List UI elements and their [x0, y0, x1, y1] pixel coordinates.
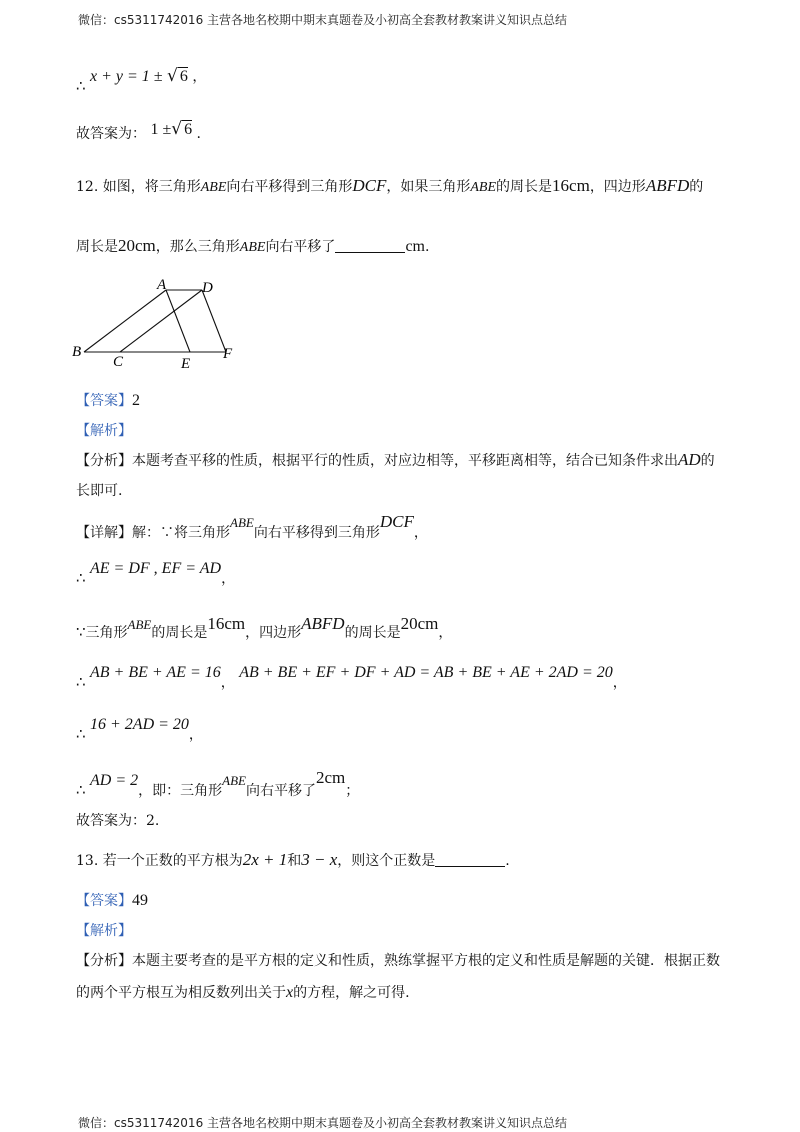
q12-detail-line3: ∵三角形ABE的周长是16cm，四边形ABFD的周长是20cm，: [76, 614, 453, 641]
eq-perimeter-abfd: AB + BE + EF + DF + AD = AB + BE + AE + 2AD = 20: [239, 664, 613, 681]
answer-tag: 【答案】: [76, 393, 132, 409]
label-a: A: [157, 277, 167, 293]
sqrt-6: √ 6: [171, 119, 193, 139]
label-d: D: [202, 280, 213, 296]
q12-fenxi-line2: 长即可.: [76, 483, 123, 499]
translation-figure: [66, 274, 246, 374]
label-b: B: [72, 344, 82, 360]
q12-detail-line6: ∴ AD = 2，即：三角形ABE向右平移了2cm；: [76, 768, 360, 799]
q12-fenxi-line1: 【分析】本题考查平移的性质，根据平行的性质，对应边相等，平移距离相等，结合已知条件求出AD的: [76, 450, 715, 469]
line-ba: [84, 290, 166, 352]
q13-answer: 【答案】49: [76, 892, 148, 909]
page-footer: 微信：cs5311742016 主营各地名校期中期末真题卷及小初高全套教材教案讲义知识点总结: [78, 1116, 568, 1130]
q13-number: 13.: [76, 853, 99, 869]
eq-ae-df: AE = DF , EF = AD: [90, 560, 222, 577]
eq-ad-2: AD = 2: [90, 772, 139, 789]
q12-statement-line2: 周长是20cm，那么三角形ABE向右平移了 cm.: [76, 236, 430, 255]
q13-fenxi-line1: 【分析】本题主要考查的是平方根的定义和性质，熟练掌握平方根的定义和性质是解题的关键．根据正数: [76, 953, 720, 969]
q13-fenxi-line2: 的两个平方根互为相反数列出关于x的方程，解之可得.: [76, 984, 410, 1001]
q11-answer-expr: 1 ±: [150, 121, 172, 138]
label-c: C: [113, 354, 124, 370]
q12-detail-line2: ∴ AE = DF , EF = AD，: [76, 560, 236, 587]
radical-icon: √: [171, 119, 183, 139]
q12-detail-line4: ∴ AB + BE + AE = 16， AB + BE + EF + DF + AD = AB + BE + AE + 2AD = 20，: [76, 664, 627, 691]
eq-perimeter-abe: AB + BE + AE = 16: [90, 664, 221, 681]
answer-blank: [335, 238, 405, 253]
page-header: 微信：cs5311742016 主营各地名校期中期末真题卷及小初高全套教材教案讲义知识点总结: [78, 13, 568, 27]
therefore-symbol: ∴: [76, 77, 86, 95]
label-e: E: [181, 356, 191, 372]
q11-answer-line: 故答案为： 1 ±√ 6 .: [76, 119, 201, 142]
q13-statement: 13. 若一个正数的平方根为2x + 1和3 − x，则这个正数是 .: [76, 850, 510, 869]
radical-icon: √: [167, 66, 178, 86]
q12-answer: 【答案】2: [76, 392, 140, 409]
q12-detail-line5: ∴ 16 + 2AD = 20，: [76, 716, 203, 743]
q13-analysis-tag: 【解析】: [76, 923, 132, 939]
label-f: F: [223, 346, 233, 362]
line-dc: [120, 290, 202, 352]
line-df: [202, 290, 226, 352]
eq-16-2ad: 16 + 2AD = 20: [90, 716, 189, 733]
q12-analysis-tag: 【解析】: [76, 423, 132, 439]
sqrt-6: √ 6: [167, 66, 188, 86]
q12-statement-line1: 12. 如图，将三角形ABE向右平移得到三角形DCF，如果三角形ABE的周长是16cm，四边形ABFD的: [76, 176, 704, 195]
line-ae: [166, 290, 190, 352]
answer-blank: [435, 852, 505, 867]
q11-result-line: ∴ x + y = 1 ± √ 6 ，: [76, 66, 207, 95]
q12-final-answer: 故答案为：2.: [76, 813, 160, 829]
q12-number: 12.: [76, 179, 99, 195]
q11-expression: x + y = 1 ±: [90, 68, 163, 85]
answer-tag: 【答案】: [76, 893, 132, 909]
q12-detail-line1: 【详解】解：∵将三角形ABE向右平移得到三角形DCF，: [76, 512, 428, 541]
